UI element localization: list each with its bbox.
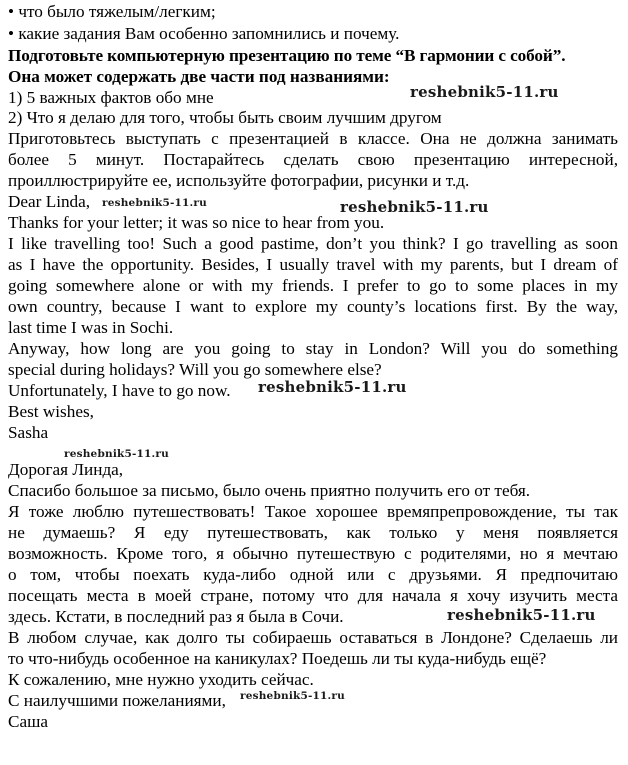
watermark: reshebnik5-11.ru [102, 197, 207, 209]
watermark: reshebnik5-11.ru [340, 198, 489, 216]
list-item: 2) Что я делаю для того, чтобы быть своим лучшим другом [8, 108, 442, 127]
watermark: reshebnik5-11.ru [258, 378, 407, 396]
letter-closing-ru: С наилучшими пожеланиями, [8, 691, 226, 710]
letter-line: going somewhere alone or with my friends. I prefer to go to some places in my [8, 276, 618, 295]
letter-line-ru: Спасибо большое за письмо, было очень приятно получить его от тебя. [8, 481, 531, 500]
letter-line-ru: о том, чтобы поехать куда-либо одной или с друзьями. Я предпочитаю [8, 565, 618, 584]
letter-line: special during holidays? Will you go somewhere else? [8, 360, 382, 379]
letter-line-ru: В любом случае, как долго ты собираешь оставаться в Лондоне? Сделаешь ли [8, 628, 618, 647]
watermark: reshebnik5-11.ru [240, 690, 345, 702]
letter-line-ru: здесь. Кстати, в последний раз я была в Сочи. [8, 607, 344, 626]
task-heading: Она может содержать две части под названиями: [8, 67, 390, 86]
letter-line: I like travelling too! Such a good pastime, don’t you think? I go travelling as soon [8, 234, 618, 253]
letter-greeting-ru: Дорогая Линда, [8, 460, 124, 479]
paragraph-line: Приготовьтесь выступать с презентацией в классе. Она не должна занимать [8, 129, 618, 148]
letter-line: own country, because I want to explore my county’s locations first. By the way, [8, 297, 618, 316]
letter-line: last time I was in Sochi. [8, 318, 174, 337]
letter-line: Thanks for your letter; it was so nice to hear from you. [8, 213, 385, 232]
letter-signature-ru: Саша [8, 712, 48, 731]
letter-closing: Best wishes, [8, 402, 94, 421]
paragraph-line: проиллюстрируйте ее, используйте фотографии, рисунки и т.д. [8, 171, 470, 190]
letter-line: Anyway, how long are you going to stay in London? Will you do something [8, 339, 618, 358]
letter-line-ru: К сожалению, мне нужно уходить сейчас. [8, 670, 314, 689]
letter-signature: Sasha [8, 423, 49, 442]
watermark: reshebnik5-11.ru [447, 606, 596, 624]
paragraph-line: более 5 минут. Постарайтесь сделать свою презентацию интересной, [8, 150, 618, 169]
bullet-line: • какие задания Вам особенно запомнились и почему. [8, 24, 400, 43]
letter-line: as I have the opportunity. Besides, I usually travel with my parents, but I dream of [8, 255, 618, 274]
letter-line-ru: Я тоже люблю путешествовать! Такое хорошее времяпрепровождение, ты так [8, 502, 618, 521]
letter-line-ru: не думаешь? Я еду путешествовать, как только у меня появляется [8, 523, 618, 542]
bullet-line: • что было тяжелым/легким; [8, 2, 216, 21]
watermark: reshebnik5-11.ru [410, 83, 559, 101]
list-item: 1) 5 важных фактов обо мне [8, 88, 214, 107]
letter-line-ru: посещать места в моей стране, потому что для начала я хочу изучить места [8, 586, 618, 605]
letter-line-ru: то что-нибудь особенное на каникулах? Поедешь ли ты куда-нибудь ещё? [8, 649, 547, 668]
letter-line-ru: возможность. Кроме того, я обычно путешествую с родителями, но я мечтаю [8, 544, 618, 563]
watermark: reshebnik5-11.ru [64, 448, 169, 460]
letter-line: Unfortunately, I have to go now. [8, 381, 231, 400]
task-heading: Подготовьте компьютерную презентацию по теме “В гармонии с собой”. [8, 46, 566, 65]
letter-greeting: Dear Linda, [8, 192, 91, 211]
